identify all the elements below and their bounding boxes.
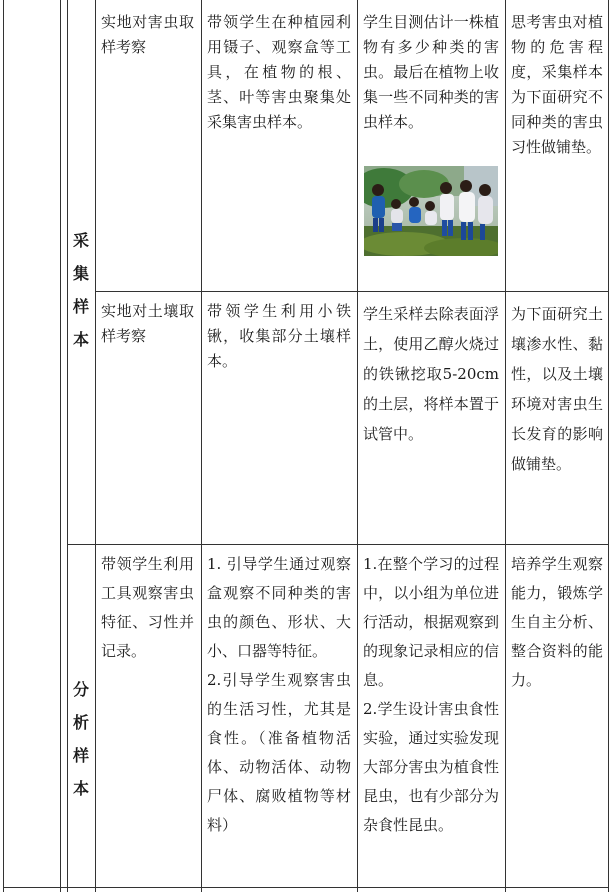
table-border-right [608,0,609,892]
student-item: 1.在整个学习的过程中，以小组为单位进行活动，根据观察到的现象记录相应的信息。 [363,555,499,689]
section-label-char: 本 [72,779,89,798]
purpose-text: 培养学生观察能力，锻炼学生自主分析、整合资料的能力。 [511,555,603,689]
section-label-char: 分 [72,680,89,699]
student-item: 2.学生设计害虫食性实验，通过实验发现大部分害虫为植食性昆虫，也有少部分为杂食性昆虫。 [363,700,499,834]
section-label-char: 集 [72,264,89,283]
student-cell [363,10,499,135]
table-border-left-inner [60,0,61,892]
student-cell [363,550,499,840]
purpose-text: 为下面研究土壤渗水性、黏性，以及土壤环境对害虫生长发育的影响做铺垫。 [511,305,603,473]
student-cell [363,299,499,449]
section-label-char: 析 [72,713,89,732]
teacher-cell [207,550,351,840]
section-label-char: 本 [72,330,89,349]
section-label-char: 样 [72,297,89,316]
activity-text: 实地对害虫取样考察 [101,13,194,56]
column-divider [201,0,202,892]
section-label-collect [66,224,96,356]
row-divider [95,291,609,292]
teacher-item: 1. 引导学生通过观察盒观察不同种类的害虫的颜色、形状、大小、口器等特征。 [207,555,351,660]
activity-text: 实地对土壤取样考察 [101,302,194,345]
students-in-garden-photo [364,166,498,256]
teacher-text: 带领学生利用小铁锹，收集部分土壤样本。 [207,302,351,370]
student-text: 学生采样去除表面浮土，使用乙醇火烧过的铁锹挖取5-20cm的土层，将样本置于试管中。 [363,305,499,443]
column-divider [357,0,358,892]
student-text: 学生目测估计一株植物有多少种类的害虫。最后在植物上收集一些不同种类的害虫样本。 [363,13,499,131]
purpose-cell [511,550,603,695]
garden-photo-drawing [364,166,498,256]
purpose-cell [511,10,603,160]
table-border-left [3,0,4,892]
table-border-bottom [3,887,609,888]
section-divider [67,544,609,545]
section-label-char: 采 [72,231,89,250]
section-label-analyze [66,673,96,805]
purpose-text: 思考害虫对植物的危害程度，采集样本为下面研究不同种类的害虫习性做铺垫。 [511,13,603,156]
activity-cell [101,10,194,60]
purpose-cell [511,299,603,479]
teacher-cell [207,299,351,374]
teacher-item: 2.引导学生观察害虫的生活习性，尤其是食性。（准备植物活体、动物活体、动物尸体、腐败植物等材料） [207,671,351,834]
activity-cell [101,550,194,666]
section-label-char: 样 [72,746,89,765]
activity-cell [101,299,194,349]
column-divider [505,0,506,892]
activity-text: 带领学生利用工具观察害虫特征、习性并记录。 [101,555,194,660]
teacher-cell [207,10,351,135]
teacher-text: 带领学生在种植园利用镊子、观察盒等工具，在植物的根、茎、叶等害虫聚集处采集害虫样本。 [207,13,351,131]
